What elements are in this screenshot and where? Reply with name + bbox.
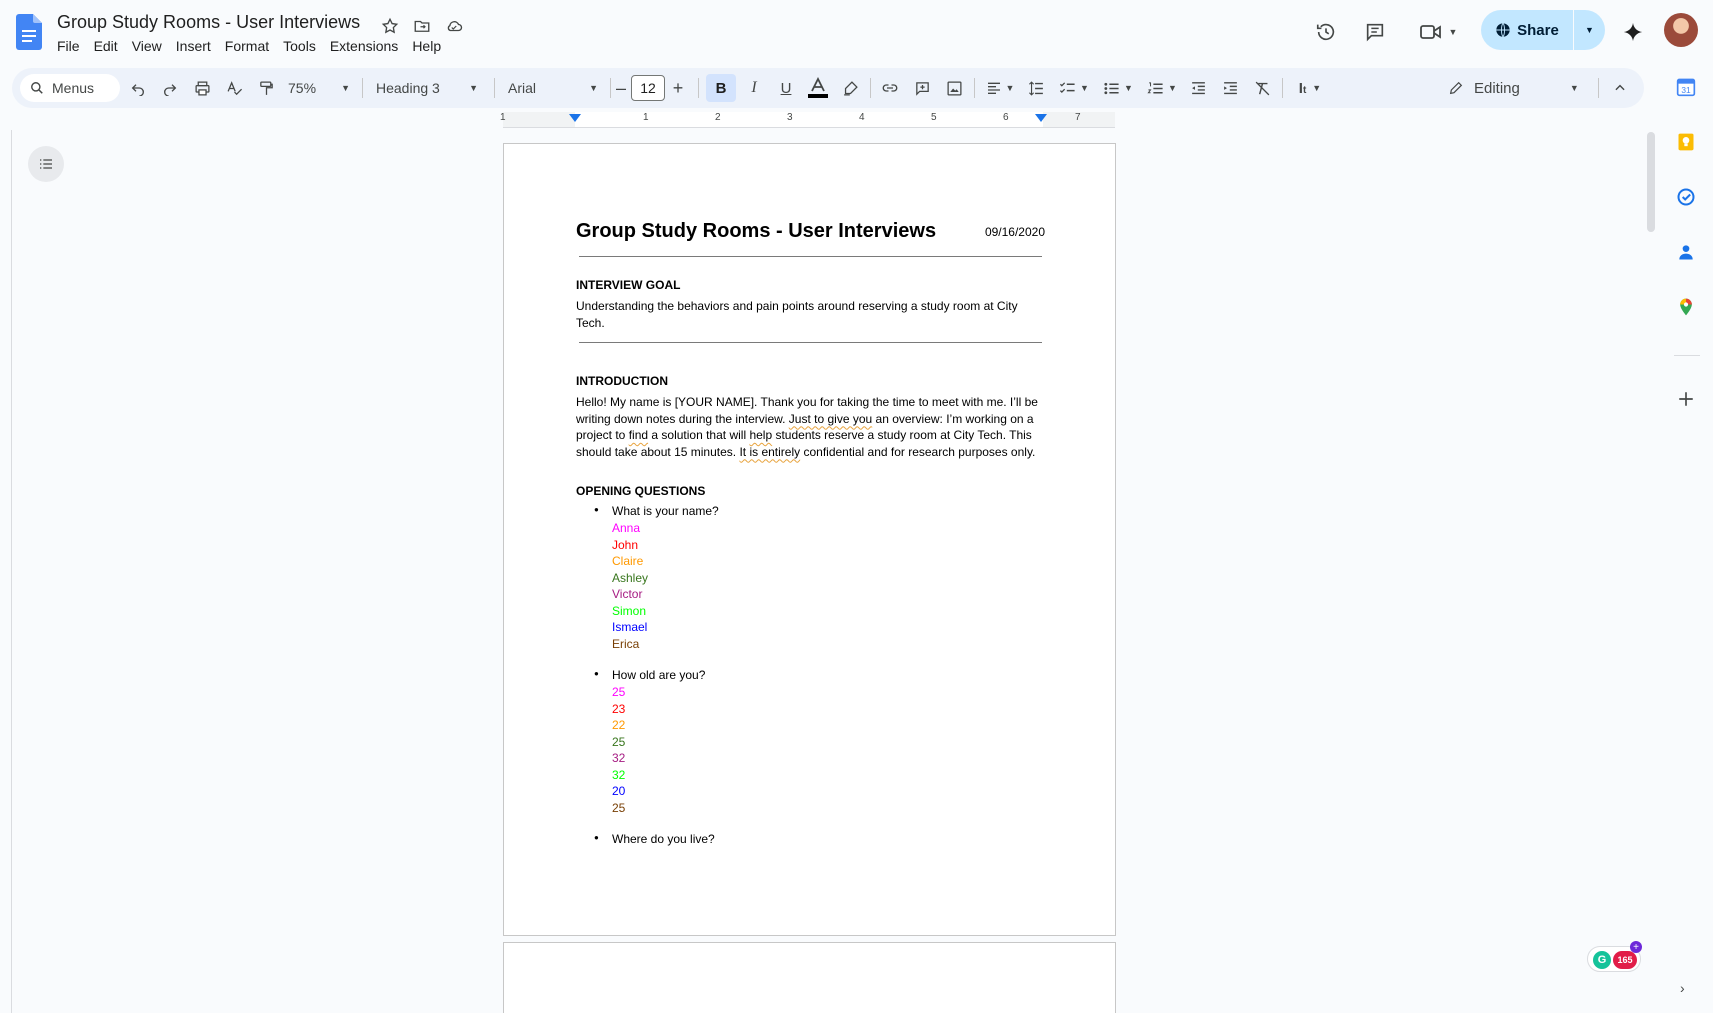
menu-help[interactable]: Help xyxy=(412,38,442,54)
name-answer: Simon xyxy=(612,603,647,618)
align-left-icon xyxy=(986,80,1002,96)
bold-icon: B xyxy=(706,74,736,102)
text-case-select[interactable] xyxy=(1290,68,1330,108)
list-item xyxy=(594,504,719,518)
doc-heading: Group Study Rooms - User Interviews xyxy=(576,220,937,242)
menu-bar xyxy=(57,37,455,55)
checklist-select[interactable] xyxy=(1054,68,1094,108)
menu-file[interactable]: File xyxy=(57,38,80,54)
share-dropdown-button[interactable] xyxy=(1574,10,1605,50)
chevron-down-icon: ▼ xyxy=(1124,83,1133,93)
menu-view[interactable]: View xyxy=(131,38,162,54)
meet-icon[interactable]: ▼ xyxy=(1410,12,1466,52)
underline-icon[interactable]: U xyxy=(780,79,792,97)
chevron-down-icon: ▼ xyxy=(1585,25,1594,35)
spellcheck-icon[interactable] xyxy=(220,68,248,108)
italic-icon[interactable]: I xyxy=(751,79,757,96)
age-answer: 20 xyxy=(612,784,626,798)
line-spacing-icon[interactable] xyxy=(1022,68,1050,108)
grammar-suggestion[interactable]: It is entirely xyxy=(739,444,801,459)
print-icon[interactable] xyxy=(188,68,216,108)
intro-text xyxy=(576,394,1045,460)
document-page-2[interactable] xyxy=(503,942,1116,1013)
checklist-icon xyxy=(1059,80,1076,97)
numbered-list-icon xyxy=(1147,80,1164,97)
search-menus-label: Menus xyxy=(52,80,95,96)
svg-text:31: 31 xyxy=(1681,84,1691,95)
question-text: Where do you live? xyxy=(612,832,715,846)
increase-indent-icon[interactable] xyxy=(1216,68,1244,108)
calendar-icon[interactable] xyxy=(1673,74,1699,100)
search-menus-input[interactable] xyxy=(20,74,120,102)
menu-insert[interactable]: Insert xyxy=(175,38,211,54)
search-icon xyxy=(30,81,44,95)
ruler-number: 7 xyxy=(1075,112,1081,123)
name-answer: Anna xyxy=(612,521,641,535)
menu-edit[interactable]: Edit xyxy=(93,38,118,54)
numbered-list-select[interactable] xyxy=(1142,68,1182,108)
bulleted-list-select[interactable] xyxy=(1098,68,1138,108)
paint-format-icon[interactable] xyxy=(252,68,280,108)
paragraph-style-select[interactable] xyxy=(376,68,478,108)
clear-formatting-icon[interactable] xyxy=(1248,68,1276,108)
intro-text-part: students reserve a study room at City Tech. This should take about 15 minutes. xyxy=(576,428,1032,459)
decrease-font-size-button[interactable]: – xyxy=(615,77,626,98)
avatar[interactable] xyxy=(1664,13,1698,47)
ruler-number: 4 xyxy=(859,112,865,123)
highlight-color-icon[interactable] xyxy=(836,68,864,108)
chevron-down-icon: ▼ xyxy=(1080,83,1089,93)
chevron-down-icon: ▼ xyxy=(1312,83,1322,93)
indent-marker[interactable] xyxy=(569,114,581,122)
text-color-icon[interactable] xyxy=(804,68,832,108)
intro-text-part: confidential and for research purposes only. xyxy=(800,444,1036,459)
hide-menus-icon[interactable] xyxy=(1606,68,1634,108)
insert-link-icon[interactable] xyxy=(876,68,904,108)
zoom-value: 75% xyxy=(288,80,317,96)
goal-text: Understanding the behaviors and pain points around reserving a study room at City Tech. xyxy=(576,299,1018,330)
side-panel xyxy=(1660,68,1713,1013)
ruler-number: 1 xyxy=(500,112,506,123)
ruler-number: 5 xyxy=(931,112,937,123)
align-select[interactable] xyxy=(980,68,1020,108)
bold-button[interactable] xyxy=(706,74,736,102)
contacts-icon[interactable] xyxy=(1673,239,1699,265)
ruler-number: 6 xyxy=(1003,112,1009,123)
name-answer: Ashley xyxy=(612,570,649,585)
add-comment-icon[interactable] xyxy=(908,68,936,108)
name-answer: John xyxy=(612,537,639,552)
doc-date: 09/16/2020 xyxy=(984,225,1045,239)
plus-icon: + xyxy=(1630,941,1642,953)
font-family-select[interactable] xyxy=(508,68,598,108)
goal-heading: INTERVIEW GOAL xyxy=(576,278,681,292)
name-answer: Victor xyxy=(612,587,643,601)
move-folder-icon[interactable] xyxy=(410,14,434,38)
outline-list-icon xyxy=(38,156,54,172)
header xyxy=(0,0,1713,64)
grammarly-badge[interactable] xyxy=(1587,941,1641,972)
redo-icon[interactable] xyxy=(156,68,184,108)
docs-logo-icon[interactable] xyxy=(16,14,42,50)
pencil-icon xyxy=(1448,80,1464,96)
editing-mode-value: Editing xyxy=(1474,79,1520,97)
zoom-select[interactable] xyxy=(288,68,350,108)
list-item xyxy=(594,832,715,846)
name-answer: Claire xyxy=(612,554,644,568)
editing-mode-select[interactable] xyxy=(1448,68,1588,108)
share-label: Share xyxy=(1517,21,1559,39)
age-answer: 22 xyxy=(612,718,626,732)
intro-heading: INTRODUCTION xyxy=(576,374,668,388)
opening-heading: OPENING QUESTIONS xyxy=(576,484,706,498)
document-outline-button[interactable] xyxy=(28,146,64,182)
age-answer: 32 xyxy=(612,767,626,782)
keep-icon[interactable] xyxy=(1673,129,1699,155)
vertical-ruler[interactable] xyxy=(0,130,12,1013)
grammar-suggestion[interactable]: find xyxy=(628,428,649,442)
age-answer: 25 xyxy=(612,685,626,699)
font-family-value: Arial xyxy=(508,80,537,96)
suggestion-count: 165 xyxy=(1613,951,1637,969)
document-title[interactable]: Group Study Rooms - User Interviews xyxy=(57,12,361,32)
name-answer: Erica xyxy=(612,636,640,651)
undo-icon[interactable] xyxy=(124,68,152,108)
grammar-suggestion[interactable]: help xyxy=(749,428,773,442)
add-addon-icon[interactable] xyxy=(1673,386,1699,412)
menu-extensions[interactable]: Extensions xyxy=(329,38,399,54)
insert-image-icon[interactable] xyxy=(940,68,968,108)
list-item xyxy=(594,668,705,682)
ruler-number: 2 xyxy=(715,112,721,123)
gemini-icon[interactable] xyxy=(1613,12,1653,52)
star-icon[interactable] xyxy=(378,14,402,38)
share-button[interactable] xyxy=(1481,10,1573,50)
font-size-input[interactable]: 12 xyxy=(631,75,665,101)
globe-icon xyxy=(1495,22,1511,38)
intro-text-part: a solution that will xyxy=(648,428,750,442)
chevron-down-icon: ▼ xyxy=(1569,83,1579,93)
chevron-right-icon[interactable]: › xyxy=(1680,980,1685,996)
right-indent-marker[interactable] xyxy=(1035,114,1047,122)
menu-tools[interactable]: Tools xyxy=(283,38,316,54)
horizontal-ruler[interactable] xyxy=(500,112,1115,128)
age-answer: 23 xyxy=(612,701,626,716)
decrease-indent-icon[interactable] xyxy=(1184,68,1212,108)
name-answer: Ismael xyxy=(612,620,648,634)
question-text: How old are you? xyxy=(612,668,706,682)
age-answer: 32 xyxy=(612,751,626,765)
intro-text-part: Hello! My name is [YOUR NAME]. Thank you for taking the time to meet with me. I’ll be writing down notes during the interview. xyxy=(576,395,1038,426)
comments-icon[interactable] xyxy=(1355,12,1395,52)
chevron-down-icon: ▼ xyxy=(1168,83,1177,93)
chevron-down-icon: ▼ xyxy=(1005,83,1015,93)
divider xyxy=(579,342,1042,343)
maps-icon[interactable] xyxy=(1673,294,1699,320)
paragraph-style-value: Heading 3 xyxy=(376,80,440,96)
vertical-scrollbar[interactable] xyxy=(1647,132,1655,232)
chevron-down-icon: ▼ xyxy=(469,83,478,93)
age-answer: 25 xyxy=(612,734,626,749)
grammar-suggestion[interactable]: Just to give you xyxy=(788,411,873,426)
intro-text-part: an overview: I’m working on a project to xyxy=(576,411,1034,442)
divider xyxy=(579,256,1042,257)
document-page[interactable] xyxy=(503,143,1116,936)
ruler-number: 1 xyxy=(643,112,649,123)
ruler-number: 3 xyxy=(787,112,793,123)
text-case-icon: It xyxy=(1298,79,1307,97)
grammarly-icon: G xyxy=(1593,951,1611,969)
menu-format[interactable]: Format xyxy=(224,38,270,54)
age-answer: 25 xyxy=(612,800,626,815)
bulleted-list-icon xyxy=(1103,80,1120,97)
chevron-down-icon: ▼ xyxy=(589,83,598,93)
question-text: What is your name? xyxy=(612,504,719,518)
cloud-saved-icon[interactable] xyxy=(442,14,466,38)
increase-font-size-button[interactable]: + xyxy=(672,77,684,98)
chevron-down-icon: ▼ xyxy=(341,83,350,93)
tasks-icon[interactable] xyxy=(1673,184,1699,210)
toolbar xyxy=(12,68,1644,108)
version-history-icon[interactable] xyxy=(1306,12,1346,52)
